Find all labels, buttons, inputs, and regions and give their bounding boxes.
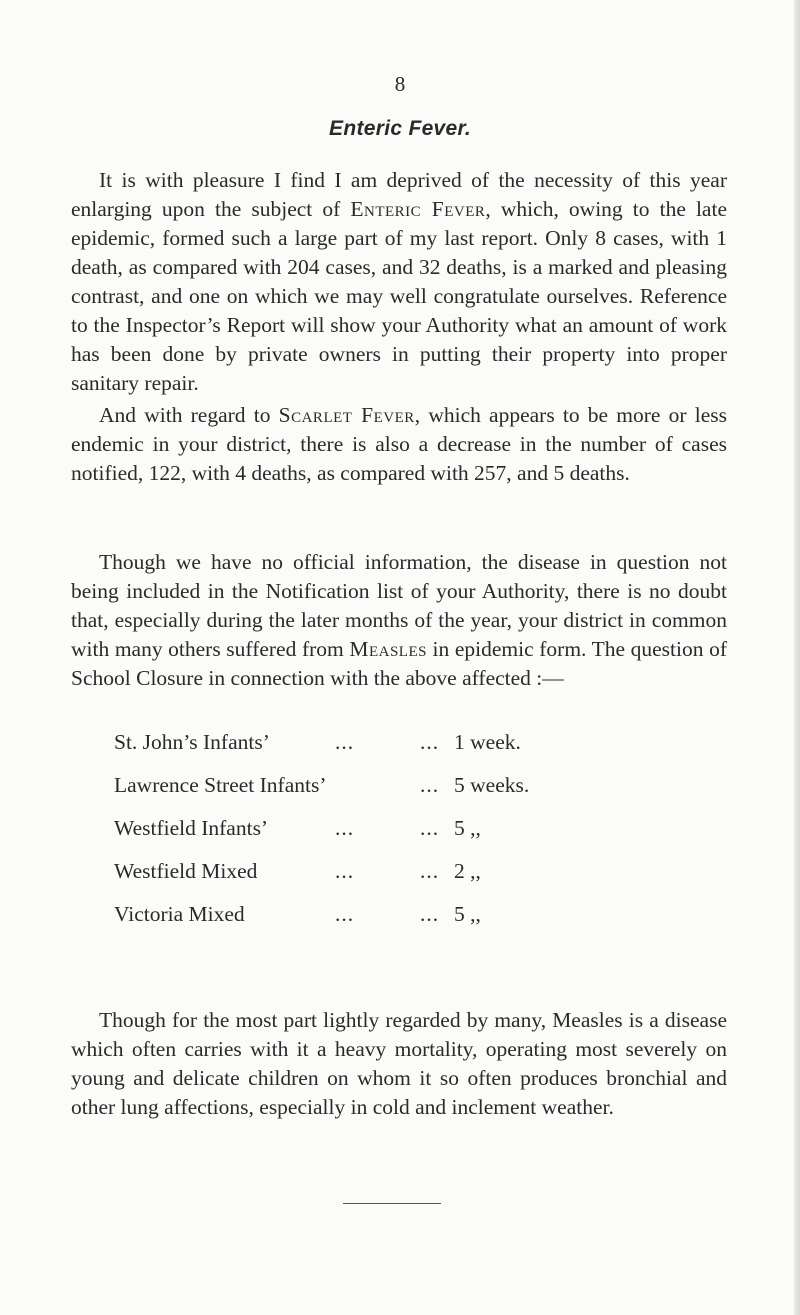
leader-dots: ... <box>420 859 440 883</box>
paragraph-text: It is with pleasure I find I am deprived of the necessity of this year enlarging upon the subject of <box>71 168 727 221</box>
closure-duration: 5 ,, <box>454 816 481 840</box>
disease-name-enteric-fever: Enteric Fever <box>350 197 486 221</box>
leader-dots: ... <box>420 816 440 840</box>
paragraph-measles-mortality <box>71 1006 727 1122</box>
leader-dots: ... <box>335 859 355 883</box>
disease-name-measles: Measles <box>349 637 427 661</box>
leader-dots: ... <box>335 902 355 926</box>
school-name: Westfield Infants’ <box>114 816 269 840</box>
list-item <box>114 859 674 902</box>
page-number: 8 <box>394 72 406 96</box>
leader-dots: ... <box>420 902 440 926</box>
paragraph-text: , which appears to be more or less endemic in your district, there is also a decrease in the number of cases notified, 122, with 4 deaths, as compared with 257, and 5 deaths. <box>71 403 727 485</box>
paragraph-text: Though for the most part lightly regarded by many, Measles is a disease which often carries with it a heavy mortality, operating most severely on young and delicate children on whom it so often produces bronchial and other lung affections, especially in cold and inclement weather. <box>71 1008 727 1119</box>
paragraph-scarlet-fever <box>71 401 727 488</box>
closure-duration: 1 week. <box>454 730 521 754</box>
paragraph-measles <box>71 548 727 693</box>
leader-dots: ... <box>335 816 355 840</box>
section-heading: Enteric Fever. <box>329 117 471 140</box>
closure-duration: 5 ,, <box>454 902 481 926</box>
list-item <box>114 816 674 859</box>
paragraph-text: And with regard to <box>99 403 279 427</box>
list-item <box>114 902 674 945</box>
school-name: Westfield Mixed <box>114 859 258 883</box>
leader-dots: ... <box>420 730 440 754</box>
closure-duration: 5 weeks. <box>454 773 530 797</box>
list-item <box>114 730 674 773</box>
school-name: Victoria Mixed <box>114 902 245 926</box>
paragraph-text: in epidemic form. The question of School Closure in connection with the above affected :— <box>71 637 727 690</box>
end-rule-divider <box>343 1203 441 1204</box>
page-edge <box>794 0 800 1315</box>
leader-dots: ... <box>335 730 355 754</box>
list-item <box>114 773 674 816</box>
paragraph-text: , which, owing to the late epidemic, formed such a large part of my last report. Only 8 cases, with 1 death, as compared with 204 cases, and 32 deaths, is a marked and pleasing contrast, and one on which we may well congratulate ourselves. Reference to the Inspector’s Report will show your Authority what an amount of work has been done by private owners in putting their property into proper sanitary repair. <box>71 197 727 395</box>
closure-duration: 2 ,, <box>454 859 481 883</box>
leader-dots: ... <box>420 773 440 797</box>
school-name: St. John’s Infants’ <box>114 730 270 754</box>
school-closure-list <box>114 730 674 945</box>
disease-name-scarlet-fever: Scarlet Fever <box>278 403 415 427</box>
paragraph-text: Though we have no official information, the disease in question not being included in the Notification list of your Authority, there is no doubt that, especially during the later months of the year, your district in common with many others suffered from <box>71 550 727 661</box>
paragraph-enteric-fever <box>71 166 727 398</box>
school-name: Lawrence Street Infants’ <box>114 773 327 797</box>
